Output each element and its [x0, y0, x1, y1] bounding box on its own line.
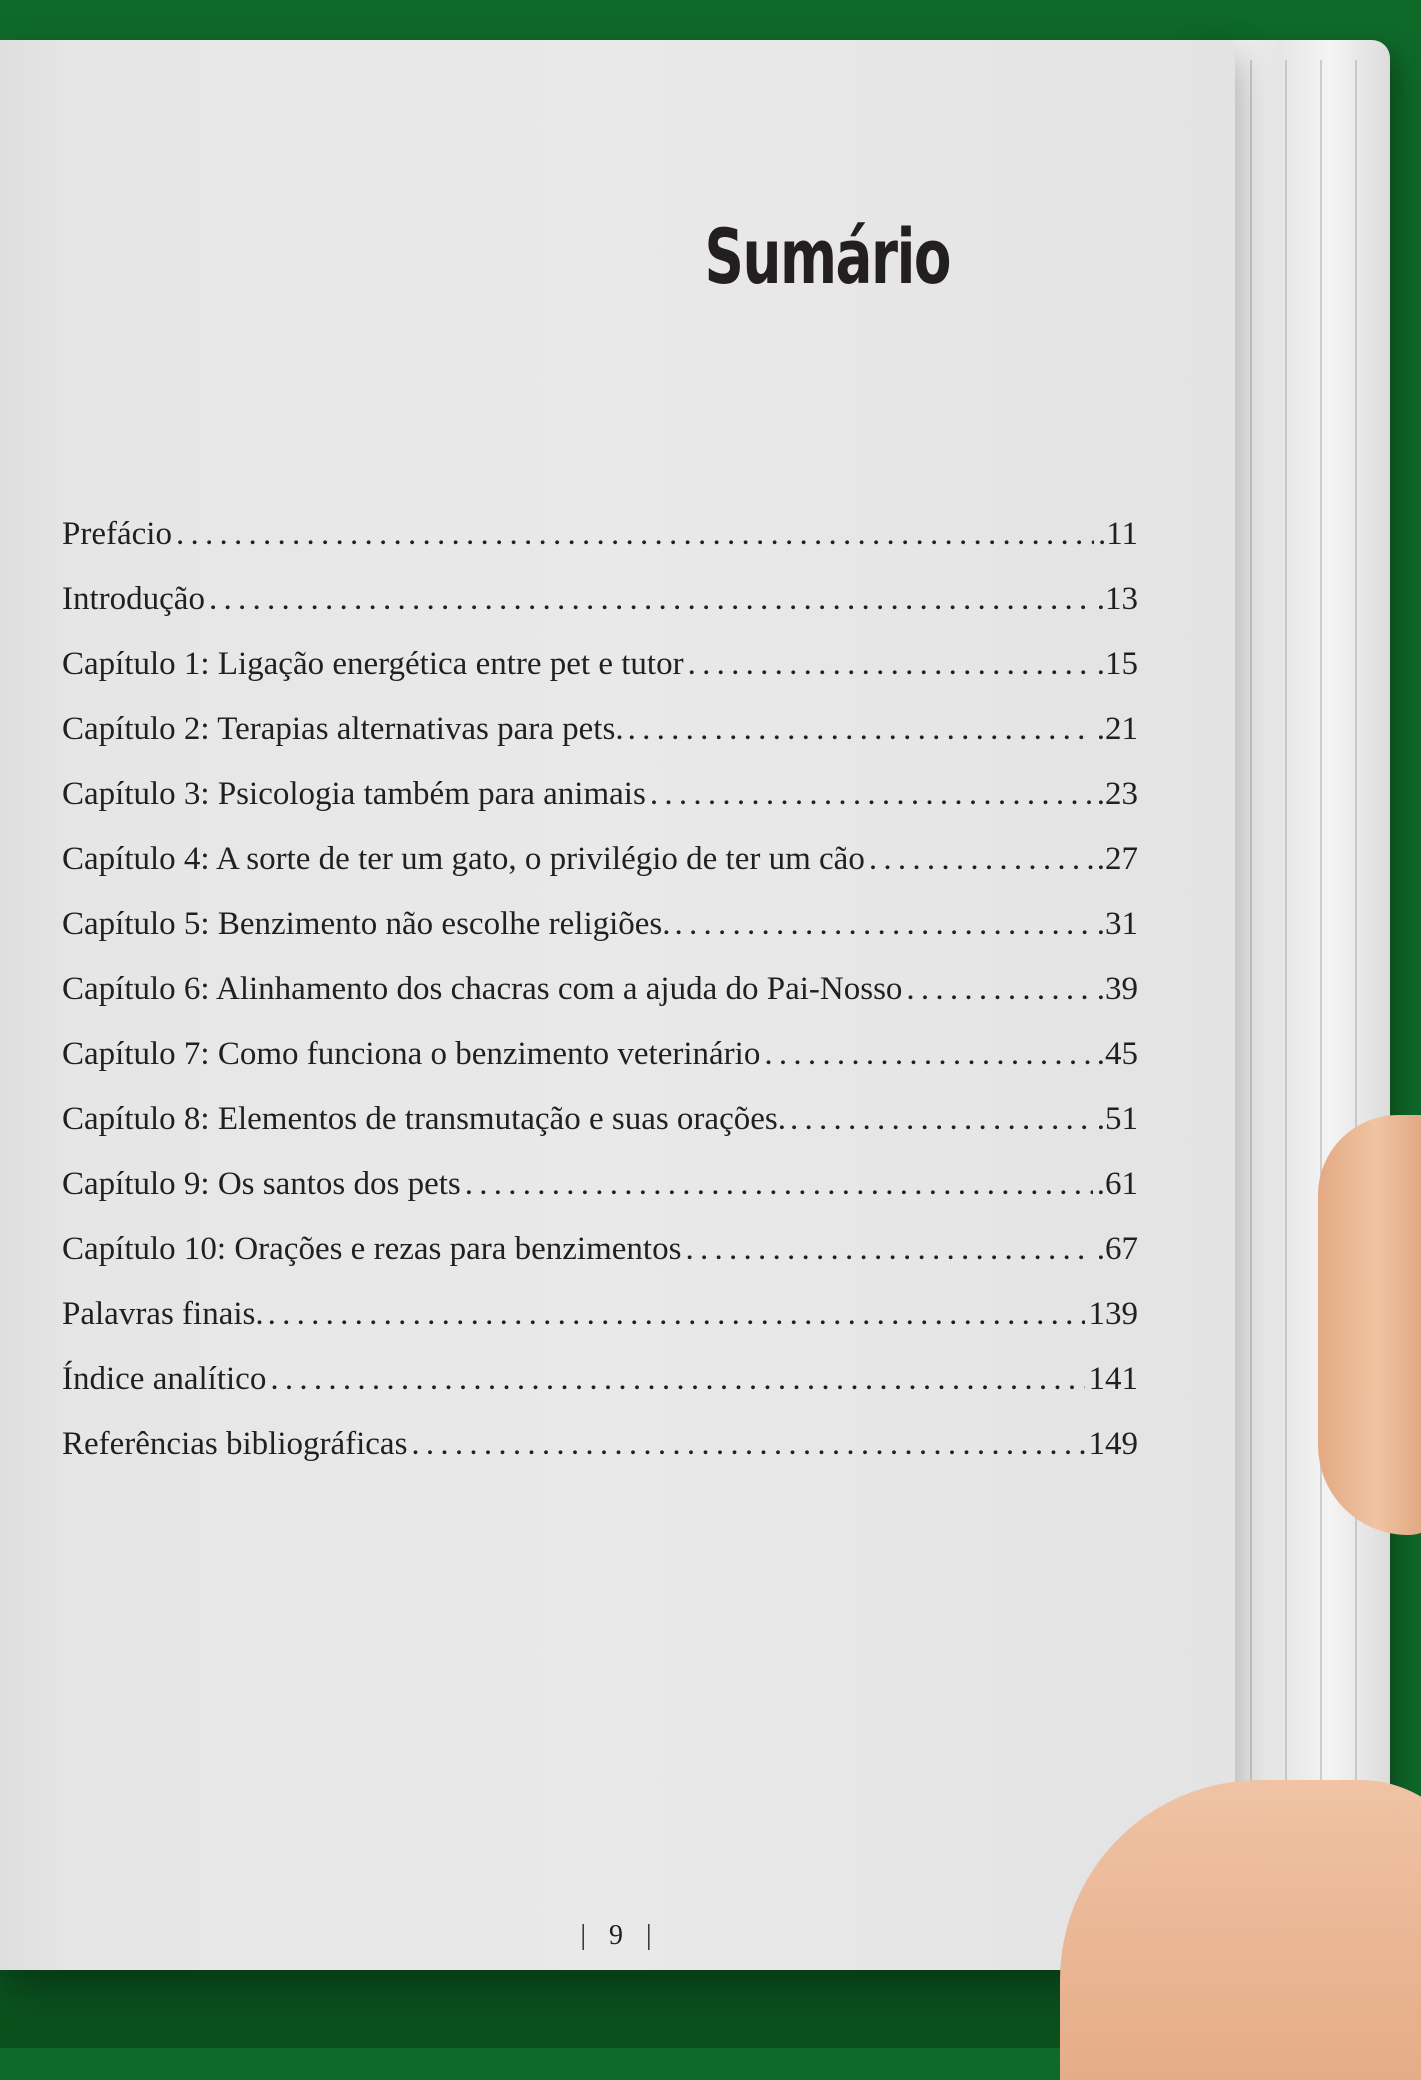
toc-leader-dots — [209, 581, 1093, 618]
toc-leader-dots — [411, 1426, 1084, 1463]
toc-entry-label: Capítulo 8: Elementos de transmutação e suas orações. — [62, 1101, 786, 1137]
page-number: | 9 | — [580, 1920, 660, 1951]
toc-entry-label: Referências bibliográficas — [62, 1426, 408, 1462]
toc-entry-label: Palavras finais. — [62, 1296, 264, 1332]
toc-entry-label: Capítulo 6: Alinhamento dos chacras com a ajuda do Pai-Nosso — [62, 971, 903, 1007]
toc-entry — [62, 1166, 1138, 1231]
toc-entry-label: Capítulo 3: Psicologia também para animais — [62, 776, 646, 812]
toc-leader-dots — [906, 971, 1092, 1008]
toc-entry-label: Capítulo 2: Terapias alternativas para pets. — [62, 711, 624, 747]
toc-entry-page: .21 — [1096, 711, 1138, 747]
toc-entry-page: .67 — [1096, 1231, 1138, 1267]
toc-entry-label: Índice analítico — [62, 1361, 267, 1397]
page-title: Sumário — [704, 212, 950, 301]
toc-leader-dots — [270, 1361, 1084, 1398]
table-of-contents — [62, 516, 1138, 1491]
toc-entry — [62, 776, 1138, 841]
toc-entry-page: .61 — [1096, 1166, 1138, 1202]
toc-entry — [62, 1036, 1138, 1101]
toc-entry — [62, 1426, 1138, 1491]
toc-entry-page: 141 — [1088, 1361, 1138, 1397]
toc-entry-page: 139 — [1088, 1296, 1138, 1332]
toc-leader-dots — [465, 1166, 1093, 1203]
toc-entry — [62, 1231, 1138, 1296]
toc-leader-dots — [628, 711, 1093, 748]
toc-entry-label: Prefácio — [62, 516, 172, 552]
toc-entry — [62, 841, 1138, 906]
toc-leader-dots — [688, 646, 1093, 683]
toc-leader-dots — [764, 1036, 1092, 1073]
toc-entry-page: .27 — [1096, 841, 1138, 877]
toc-leader-dots — [176, 516, 1094, 553]
toc-entry-page: .23 — [1096, 776, 1138, 812]
toc-entry-label: Capítulo 10: Orações e rezas para benzimentos — [62, 1231, 682, 1267]
toc-entry — [62, 516, 1138, 581]
toc-entry-label: Capítulo 7: Como funciona o benzimento veterinário — [62, 1036, 761, 1072]
toc-entry — [62, 581, 1138, 646]
toc-entry-page: .13 — [1096, 581, 1138, 617]
toc-entry-label: Capítulo 4: A sorte de ter um gato, o privilégio de ter um cão — [62, 841, 865, 877]
toc-entry — [62, 646, 1138, 711]
toc-entry-page: .45 — [1096, 1036, 1138, 1072]
toc-leader-dots — [869, 841, 1093, 878]
toc-leader-dots — [685, 1231, 1092, 1268]
toc-entry-page: .51 — [1096, 1101, 1138, 1137]
toc-entry-page: 149 — [1088, 1426, 1138, 1462]
toc-entry-label: Capítulo 9: Os santos dos pets — [62, 1166, 461, 1202]
toc-entry-page: .31 — [1096, 906, 1138, 942]
book-page — [0, 40, 1235, 1970]
toc-entry — [62, 1296, 1138, 1361]
hand-thumb — [1318, 1115, 1421, 1535]
toc-leader-dots — [268, 1296, 1085, 1333]
toc-entry-label: Capítulo 1: Ligação energética entre pet e tutor — [62, 646, 684, 682]
toc-entry — [62, 1361, 1138, 1426]
toc-leader-dots — [650, 776, 1093, 813]
toc-entry-label: Introdução — [62, 581, 205, 617]
toc-entry — [62, 711, 1138, 776]
toc-entry — [62, 971, 1138, 1036]
toc-leader-dots — [790, 1101, 1093, 1138]
toc-leader-dots — [675, 906, 1093, 943]
toc-entry-page: .15 — [1096, 646, 1138, 682]
toc-entry-page: .11 — [1097, 516, 1138, 552]
toc-entry-label: Capítulo 5: Benzimento não escolhe religiões. — [62, 906, 671, 942]
toc-entry-page: .39 — [1096, 971, 1138, 1007]
toc-entry — [62, 1101, 1138, 1166]
toc-entry — [62, 906, 1138, 971]
